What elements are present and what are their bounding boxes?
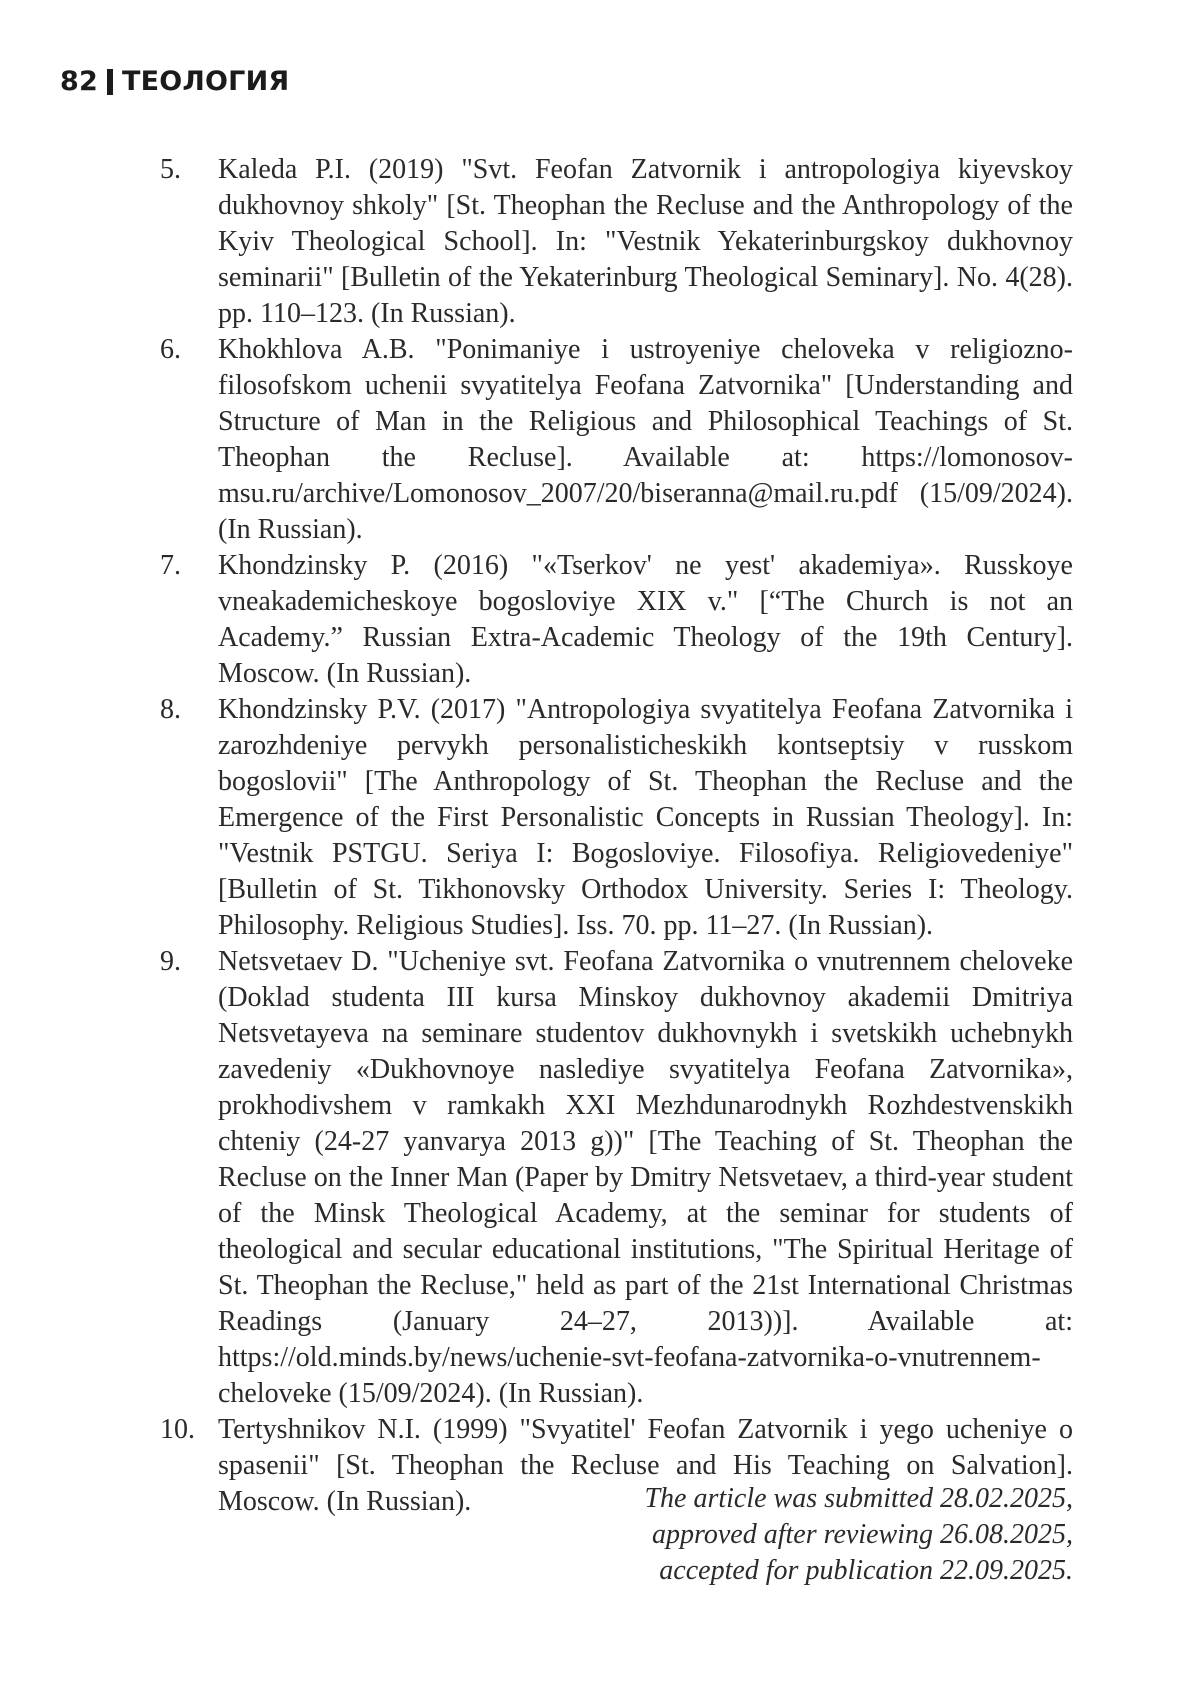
- reference-number: 5.: [160, 154, 181, 185]
- reference-number: 10.: [160, 1414, 195, 1445]
- reference-number: 8.: [160, 694, 181, 725]
- reference-text: Tertyshnikov N.I. (1999) "Svyatitel' Feofan Zatvornik i yego ucheniye o spasenii" [St. Theophan the Recluse and His Teaching on Salvation]. Moscow. (In Russian).: [218, 1414, 1073, 1517]
- reference-list: [160, 152, 1073, 1520]
- page-number: 82: [60, 66, 98, 97]
- reference-text: Kaleda P.I. (2019) "Svt. Feofan Zatvornik i antropologiya kiyevskoy dukhovnoy shkoly" [St. Theophan the Recluse and the Anthropology of the Kyiv Theological School]. In: "Vestnik Yekaterinburgskoy dukhovnoy seminarii" [Bulletin of the Yekaterinburg Theological Seminary]. No. 4(28). pp. 110–123. (In Russian).: [218, 154, 1073, 329]
- accepted-line: accepted for publication 22.09.2025.: [659, 1555, 1073, 1586]
- section-title: ТЕОЛОГИЯ: [121, 66, 290, 97]
- reference-number: 6.: [160, 334, 181, 365]
- submitted-line: The article was submitted 28.02.2025,: [644, 1483, 1073, 1514]
- reference-number: 9.: [160, 946, 181, 977]
- submission-note: [373, 1481, 1073, 1589]
- reference-text: Khokhlova A.B. "Ponimaniye i ustroyeniye cheloveka v religiozno-filosofskom uchenii svyatitelya Feofana Zatvornika" [Understanding and Structure of Man in the Religious and Philosophical Teachings of St. Theophan the Recluse]. Available at: https://lomonosov-msu.ru/archive/Lomonosov_2007/20/biseranna@mail.ru.pdf (15/09/2024). (In Russian).: [218, 334, 1073, 545]
- reference-text: Netsvetaev D. "Ucheniye svt. Feofana Zatvornika o vnutrennem cheloveke (Doklad studenta III kursa Minskoy dukhovnoy akademii Dmitriya Netsvetayeva na seminare studentov dukhovnykh i svetskikh uchebnykh zavedeniy «Dukhovnoye naslediye svyatitelya Feofana Zatvornika», prokhodivshem v ramkakh XXI Mezhdunarodnykh Rozhdestvenskikh chteniy (24-27 yanvarya 2013 g))" [The Teaching of St. Theophan the Recluse on the Inner Man (Paper by Dmitry Netsvetaev, a third-year student of the Minsk Theological Academy, at the seminar for students of theological and secular educational institutions, "The Spiritual Heritage of St. Theophan the Recluse," held as part of the 21st International Christmas Readings (January 24–27, 2013))]. Available at: https://old.minds.by/news/uchenie-svt-feofana-zatvornika-o-vnutrennem-cheloveke (15/09/2024). (In Russian).: [218, 946, 1073, 1409]
- reference-item: [160, 332, 1073, 548]
- header-divider-bar: [107, 69, 113, 95]
- reference-text: Khondzinsky P. (2016) "«Tserkov' ne yest' akademiya». Russkoye vneakademicheskoye bogosloviye XIX v." [“The Church is not an Academy.” Russian Extra-Academic Theology of the 19th Century]. Moscow. (In Russian).: [218, 550, 1073, 689]
- reference-item: [160, 692, 1073, 944]
- reference-item: [160, 152, 1073, 332]
- reference-text: Khondzinsky P.V. (2017) "Antropologiya svyatitelya Feofana Zatvornika i zarozhdeniye pervykh personalisticheskikh kontseptsiy v russkom bogoslovii" [The Anthropology of St. Theophan the Recluse and the Emergence of the First Personalistic Concepts in Russian Theology]. In: "Vestnik PSTGU. Seriya I: Bogosloviye. Filosofiya. Religiovedeniye" [Bulletin of St. Tikhonovsky Orthodox University. Series I: Theology. Philosophy. Religious Studies]. Iss. 70. pp. 11–27. (In Russian).: [218, 694, 1073, 941]
- running-header: [60, 66, 289, 97]
- approved-line: approved after reviewing 26.08.2025,: [652, 1519, 1073, 1550]
- reference-item: [160, 548, 1073, 692]
- reference-number: 7.: [160, 550, 181, 581]
- reference-item: [160, 944, 1073, 1412]
